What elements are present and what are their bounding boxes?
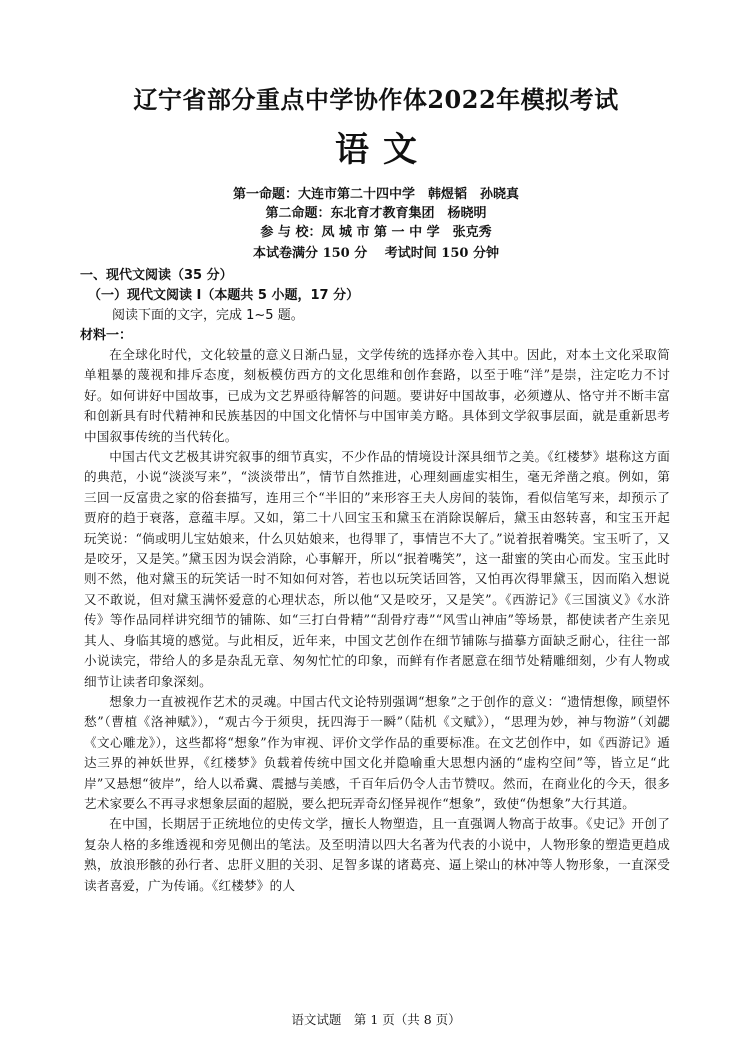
exam-info: 本试卷满分 150 分 考试时间 150 分钟 bbox=[253, 246, 499, 261]
page-footer: 语文试题 第 1 页（共 8 页） bbox=[291, 1012, 461, 1027]
author-line: 第一命题：大连市第二十四中学 韩煜韬 孙晓真 bbox=[232, 187, 519, 202]
article-body bbox=[84, 345, 670, 896]
paragraph: 中国古代文艺极其讲究叙事的细节真实，不少作品的情境设计深具细节之美。《红楼梦》堪称这方面的典范，小说“淡淡写来”，“淡淡带出”，情节自然推进，心理刻画虚实相生，毫无斧凿之痕。例如，第三回一反富贵之家的俗套描写，连用三个“半旧的”来形容王夫人房间的装饰，看似信笔写来，却预示了贾府的趋于衰落，意蕴丰厚。又如，第二十八回宝玉和黛玉在消除误解后，黛玉由怒转喜，和宝玉开起玩笑说：“倘或明儿宝姑娘来，什么贝姑娘来，也得罪了，事情岂不大了。”说着抿着嘴笑。宝玉听了，又是咬牙，又是笑。”黛玉因为误会消除，心事解开，所以“抿着嘴笑”，这一甜蜜的笑由心而发。宝玉此时则不然，他对黛玉的玩笑话一时不知如何对答，若也以玩笑话回答，又怕再次得罪黛玉，因而陷入想说又不敢说，但对黛玉满怀爱意的心理状态，所以他“又是咬牙，又是笑”。《西游记》《三国演义》《水浒传》等作品同样讲究细节的铺陈、如“三打白骨精”“刮骨疗毒”“风雪山神庙”等场景，都使读者产生亲见其人、身临其境的感觉。与此相反，近年来，中国文艺创作在细节铺陈与描摹方面缺乏耐心，往往一部小说读完，带给人的多是杂乱无章、匆匆忙忙的印象，而鲜有作者愿意在细节处精雕细刻，少有人物或细节让读者印象深刻。 bbox=[84, 449, 670, 689]
paragraph: 想象力一直被视作艺术的灵魂。中国古代文论特别强调“想象”之于创作的意义：“遗情想像，顾望怀愁”（曹植《洛神赋》），“观古今于须臾，抚四海于一瞬”（陆机《文赋》），“思理为妙，神与物游”（刘勰《文心雕龙》），这些都将“想象”作为审视、评价文学作品的重要标准。在文艺创作中，如《西游记》遁达三界的神妖世界，《红楼梦》负载着传统中国文化并隐喻重大思想内涵的“虚构空间”等，皆立足“此岸”又悬想“彼岸”，给人以希冀、震撼与美感，千百年后仍令人击节赞叹。然而，在商业化的今天，很多艺术家要么不再寻求想象层面的超脱，要么把玩弄奇幻怪异视作“想象”，致使“伪想象”大行其道。 bbox=[84, 693, 670, 811]
exam-title: 辽宁省部分重点中学协作体2022年模拟考试 bbox=[133, 85, 619, 114]
subject-title: 语文 bbox=[335, 130, 431, 170]
author-line: 第二命题：东北育才教育集团 杨晓明 bbox=[265, 206, 487, 221]
author-line: 参 与 校：凤 城 市 第 一 中 学 张克秀 bbox=[260, 225, 492, 240]
paragraph: 在全球化时代，文化较量的意义日渐凸显，文学传统的选择亦卷入其中。因此，对本土文化采取简单粗暴的蔑视和排斥态度，刻板模仿西方的文化思维和创作套路，以至于唯“洋”是崇，注定吃力不讨好。如何讲好中国故事，已成为文艺界亟待解答的问题。要讲好中国故事，必须遵从、恪守并不断丰富和创新具有时代精神和民族基因的中国文化情怀与中国审美方略。具体到文学叙事层面，就是重新思考中国叙事传统的当代转化。 bbox=[84, 347, 670, 444]
instruction-text: 阅读下面的文字，完成 1~5 题。 bbox=[112, 308, 304, 323]
subsection-heading: （一）现代文阅读 I（本题共 5 小题，17 分） bbox=[88, 288, 360, 303]
material-label: 材料一： bbox=[80, 328, 133, 343]
paragraph: 在中国，长期居于正统地位的史传文学，擅长人物塑造，且一直强调人物高于故事。《史记》开创了复杂人格的多维透视和旁见侧出的笔法。及至明清以四大名著为代表的小说中，人物形象的塑造更趋成熟，放浪形骸的孙行者、忠肝义胆的关羽、足智多谋的诸葛亮、逼上梁山的林冲等人物形象，一直深受读者喜爱，广为传诵。《红楼梦》的人 bbox=[84, 816, 670, 893]
section-heading: 一、现代文阅读（35 分） bbox=[80, 268, 233, 283]
authors-block bbox=[0, 185, 752, 242]
